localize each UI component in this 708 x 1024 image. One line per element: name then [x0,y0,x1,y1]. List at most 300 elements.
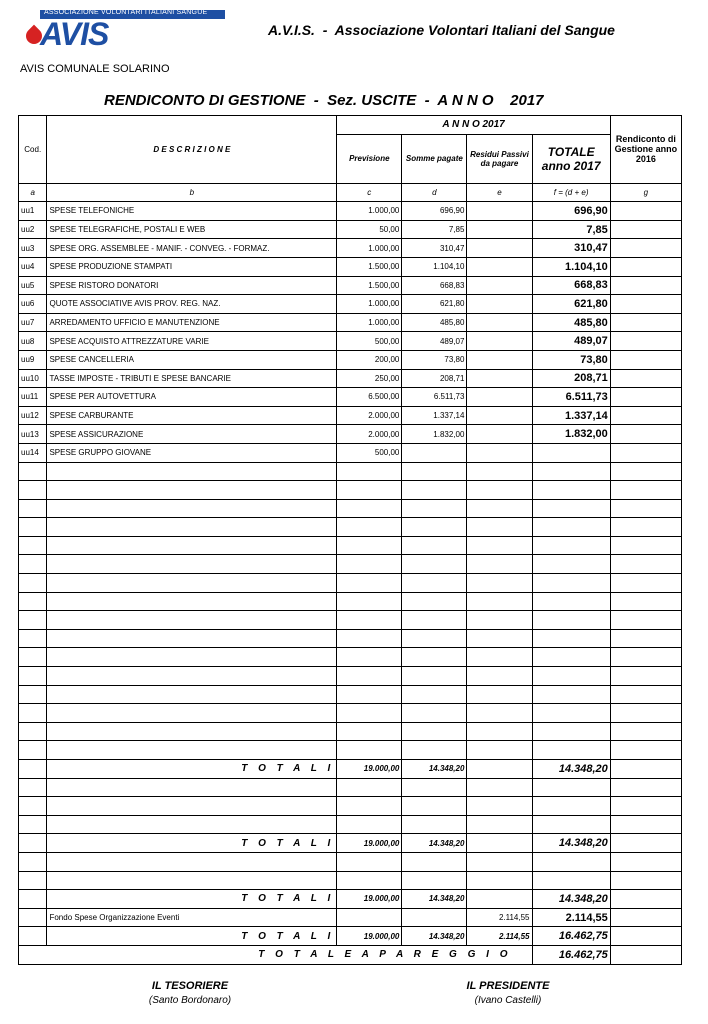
empty-cell [337,722,402,741]
totals-label: T O T A L I [47,927,337,946]
empty-cell [532,481,610,500]
empty-cell [337,629,402,648]
empty-cell [402,871,467,890]
cell-somme [402,908,467,927]
cell-totale: 6.511,73 [532,388,610,407]
cell-previsione: 1.000,00 [337,202,402,221]
empty-cell [19,815,47,834]
totals-residui [467,890,532,909]
empty-cell [402,815,467,834]
cell-rendiconto [610,239,681,258]
cell-desc: SPESE CARBURANTE [47,406,337,425]
empty-cell [47,518,337,537]
empty-cell [467,722,532,741]
cell-rendiconto [610,834,681,853]
empty-cell [610,536,681,555]
cell-rendiconto [610,927,681,946]
table-row [19,239,682,258]
empty-row [19,518,682,537]
cell-somme: 668,83 [402,276,467,295]
empty-row [19,797,682,816]
empty-cell [467,629,532,648]
cell-cod: uu10 [19,369,47,388]
cell-desc: QUOTE ASSOCIATIVE AVIS PROV. REG. NAZ. [47,295,337,314]
empty-cell [337,555,402,574]
empty-cell [610,852,681,871]
cell-previsione: 1.500,00 [337,276,402,295]
totals-somme: 14.348,20 [402,890,467,909]
table-row [19,443,682,462]
cell-rendiconto [610,202,681,221]
empty-cell [19,648,47,667]
cell-cod [19,890,47,909]
cell-somme: 1.104,10 [402,257,467,276]
empty-cell [47,629,337,648]
empty-cell [337,536,402,555]
empty-cell [532,741,610,760]
empty-cell [337,518,402,537]
cell-somme: 696,90 [402,202,467,221]
header-residui: Residui Passivi da pagare [467,134,532,183]
empty-cell [402,592,467,611]
empty-row [19,667,682,686]
cell-previsione: 200,00 [337,350,402,369]
empty-row [19,481,682,500]
cell-residui [467,239,532,258]
header-descrizione: D E S C R I Z I O N E [47,116,337,184]
empty-cell [467,574,532,593]
cell-totale: 696,90 [532,202,610,221]
cell-rendiconto [610,313,681,332]
empty-cell [532,518,610,537]
logo-banner-text: ASSOCIAZIONE VOLONTARI ITALIANI SANGUE [44,9,208,16]
table-row [19,313,682,332]
cell-cod: uu11 [19,388,47,407]
totals-totale: 14.348,20 [532,890,610,909]
cell-previsione: 2.000,00 [337,425,402,444]
tesoriere-name: (Santo Bordonaro) [148,995,232,1006]
tesoriere-signature [110,980,270,1006]
empty-cell [402,704,467,723]
empty-cell [19,778,47,797]
totals-label: T O T A L I [47,890,337,909]
empty-cell [467,852,532,871]
empty-cell [467,704,532,723]
empty-cell [47,648,337,667]
expenses-table [18,115,682,965]
totals-previsione: 19.000,00 [337,760,402,779]
empty-cell [532,704,610,723]
cell-totale: 1.832,00 [532,425,610,444]
cell-cod: uu6 [19,295,47,314]
empty-cell [467,871,532,890]
empty-cell [47,481,337,500]
header-anno: A N N O 2017 [337,116,611,135]
cell-rendiconto [610,406,681,425]
cell-desc: SPESE ASSICURAZIONE [47,425,337,444]
cell-residui [467,332,532,351]
cell-somme [402,443,467,462]
empty-cell [47,499,337,518]
cell-somme: 6.511,73 [402,388,467,407]
cell-desc: SPESE PRODUZIONE STAMPATI [47,257,337,276]
cell-cod: uu7 [19,313,47,332]
table-row [19,388,682,407]
cell-somme: 485,80 [402,313,467,332]
totals-previsione: 19.000,00 [337,927,402,946]
empty-cell [337,871,402,890]
cell-totale [532,443,610,462]
cell-residui [467,220,532,239]
cell-residui [467,313,532,332]
empty-cell [610,611,681,630]
cell-rendiconto [610,295,681,314]
empty-cell [47,536,337,555]
empty-cell [337,741,402,760]
empty-cell [47,667,337,686]
totals-previsione: 19.000,00 [337,834,402,853]
empty-row [19,648,682,667]
column-letter: g [610,183,681,202]
empty-cell [402,685,467,704]
empty-cell [402,536,467,555]
empty-cell [610,815,681,834]
cell-somme: 208,71 [402,369,467,388]
empty-cell [532,536,610,555]
empty-cell [532,871,610,890]
empty-cell [47,852,337,871]
cell-rendiconto [610,425,681,444]
empty-cell [610,685,681,704]
cell-rendiconto [610,276,681,295]
empty-cell [337,704,402,723]
table-row [19,350,682,369]
cell-totale: 621,80 [532,295,610,314]
empty-cell [19,741,47,760]
empty-cell [47,797,337,816]
empty-cell [402,611,467,630]
empty-cell [467,611,532,630]
totals-row [19,834,682,853]
cell-desc: SPESE ORG. ASSEMBLEE - MANIF. - CONVEG. - FORMAZ. [47,239,337,258]
totals-row [19,890,682,909]
totals-residui: 2.114,55 [467,927,532,946]
presidente-name: (Ivano Castelli) [474,995,542,1006]
table-row [19,295,682,314]
cell-residui [467,406,532,425]
cell-residui [467,369,532,388]
empty-row [19,462,682,481]
cell-somme: 489,07 [402,332,467,351]
empty-row [19,499,682,518]
cell-cod [19,927,47,946]
empty-cell [47,611,337,630]
empty-row [19,704,682,723]
cell-cod: uu5 [19,276,47,295]
empty-cell [47,871,337,890]
cell-residui [467,388,532,407]
cell-cod: uu1 [19,202,47,221]
empty-cell [467,499,532,518]
empty-cell [402,667,467,686]
empty-cell [467,667,532,686]
cell-previsione: 1.000,00 [337,239,402,258]
empty-cell [610,462,681,481]
empty-row [19,629,682,648]
logo-word: AVIS [40,16,109,52]
empty-cell [532,648,610,667]
empty-cell [19,555,47,574]
cell-rendiconto [610,908,681,927]
cell-previsione: 1.500,00 [337,257,402,276]
empty-row [19,871,682,890]
cell-previsione: 1.000,00 [337,295,402,314]
cell-somme: 1.337,14 [402,406,467,425]
cell-somme: 310,47 [402,239,467,258]
empty-cell [467,685,532,704]
cell-somme: 1.832,00 [402,425,467,444]
cell-cod [19,908,47,927]
empty-cell [532,667,610,686]
column-letter: c [337,183,402,202]
cell-previsione: 2.000,00 [337,406,402,425]
cell-previsione: 50,00 [337,220,402,239]
empty-cell [19,871,47,890]
empty-cell [467,815,532,834]
cell-residui [467,295,532,314]
empty-cell [337,499,402,518]
empty-cell [19,462,47,481]
empty-cell [467,518,532,537]
cell-totale: 485,80 [532,313,610,332]
cell-totale: 489,07 [532,332,610,351]
table-row [19,425,682,444]
fondo-totale: 2.114,55 [532,908,610,927]
empty-cell [402,574,467,593]
empty-cell [47,555,337,574]
cell-desc: SPESE CANCELLERIA [47,350,337,369]
cell-previsione: 1.000,00 [337,313,402,332]
empty-cell [402,741,467,760]
column-letter: f = (d + e) [532,183,610,202]
cell-cod [19,834,47,853]
empty-cell [532,685,610,704]
empty-cell [610,629,681,648]
empty-cell [532,574,610,593]
empty-cell [402,518,467,537]
empty-cell [337,685,402,704]
cell-totale: 1.337,14 [532,406,610,425]
empty-cell [467,555,532,574]
cell-cod: uu3 [19,239,47,258]
empty-cell [532,778,610,797]
empty-cell [532,815,610,834]
cell-rendiconto [610,945,681,964]
header-previsione: Previsione [337,134,402,183]
cell-somme: 7,85 [402,220,467,239]
cell-rendiconto [610,369,681,388]
cell-residui [467,257,532,276]
empty-cell [337,797,402,816]
cell-desc: SPESE TELEGRAFICHE, POSTALI E WEB [47,220,337,239]
empty-cell [19,852,47,871]
empty-cell [402,499,467,518]
empty-cell [19,518,47,537]
cell-totale: 668,83 [532,276,610,295]
empty-cell [19,592,47,611]
tesoriere-title: IL TESORIERE [151,980,229,992]
totals-somme: 14.348,20 [402,834,467,853]
cell-totale: 7,85 [532,220,610,239]
cell-cod: uu13 [19,425,47,444]
totals-row [19,760,682,779]
cell-somme: 621,80 [402,295,467,314]
cell-somme: 73,80 [402,350,467,369]
empty-cell [47,462,337,481]
fondo-desc: Fondo Spese Organizzazione Eventi [47,908,337,927]
section-name: AVIS COMUNALE SOLARINO [20,63,170,75]
cell-desc: ARREDAMENTO UFFICIO E MANUTENZIONE [47,313,337,332]
empty-row [19,574,682,593]
cell-desc: SPESE PER AUTOVETTURA [47,388,337,407]
pareggio-label: T O T A L E A P A R E G G I O [19,945,533,964]
empty-cell [47,741,337,760]
totals-somme: 14.348,20 [402,760,467,779]
report-title: RENDICONTO DI GESTIONE - Sez. USCITE - A N N O 2017 [104,92,544,109]
pareggio-row [19,945,682,964]
header-rendiconto: Rendiconto di Gestione anno 2016 [610,116,681,184]
empty-cell [337,481,402,500]
fondo-row [19,908,682,927]
cell-residui [467,443,532,462]
cell-cod: uu2 [19,220,47,239]
empty-cell [337,462,402,481]
cell-previsione [337,908,402,927]
empty-cell [402,797,467,816]
cell-rendiconto [610,388,681,407]
empty-cell [532,722,610,741]
empty-cell [337,852,402,871]
empty-cell [47,685,337,704]
empty-cell [337,778,402,797]
header-somme: Somme pagate [402,134,467,183]
column-letter: d [402,183,467,202]
cell-cod: uu9 [19,350,47,369]
totals-label: T O T A L I [47,760,337,779]
empty-cell [337,667,402,686]
cell-desc: TASSE IMPOSTE - TRIBUTI E SPESE BANCARIE [47,369,337,388]
empty-cell [610,667,681,686]
cell-rendiconto [610,350,681,369]
cell-previsione: 250,00 [337,369,402,388]
cell-totale: 208,71 [532,369,610,388]
cell-cod: uu12 [19,406,47,425]
empty-cell [402,778,467,797]
empty-cell [19,499,47,518]
empty-cell [47,592,337,611]
cell-previsione: 6.500,00 [337,388,402,407]
empty-row [19,852,682,871]
empty-cell [532,611,610,630]
cell-cod: uu8 [19,332,47,351]
empty-cell [467,778,532,797]
fondo-residui: 2.114,55 [467,908,532,927]
empty-cell [337,815,402,834]
empty-cell [19,481,47,500]
cell-desc: SPESE TELEFONICHE [47,202,337,221]
empty-row [19,778,682,797]
cell-residui [467,276,532,295]
empty-cell [337,611,402,630]
totals-residui [467,760,532,779]
cell-totale: 73,80 [532,350,610,369]
association-title: A.V.I.S. - Associazione Volontari Italiani del Sangue [268,22,615,38]
presidente-title: IL PRESIDENTE [466,980,550,992]
empty-row [19,592,682,611]
empty-cell [532,462,610,481]
empty-cell [532,797,610,816]
empty-cell [467,481,532,500]
empty-cell [467,592,532,611]
cell-residui [467,425,532,444]
empty-cell [402,462,467,481]
empty-cell [19,722,47,741]
empty-cell [467,536,532,555]
empty-cell [532,852,610,871]
empty-row [19,815,682,834]
empty-cell [19,629,47,648]
empty-cell [532,555,610,574]
empty-cell [19,704,47,723]
table-row [19,406,682,425]
empty-cell [47,722,337,741]
empty-row [19,685,682,704]
cell-rendiconto [610,332,681,351]
totals-somme: 14.348,20 [402,927,467,946]
table-row [19,369,682,388]
empty-cell [402,629,467,648]
empty-cell [47,704,337,723]
empty-row [19,611,682,630]
pareggio-value: 16.462,75 [532,945,610,964]
empty-cell [19,611,47,630]
cell-rendiconto [610,257,681,276]
empty-cell [337,592,402,611]
empty-cell [402,481,467,500]
empty-cell [610,871,681,890]
cell-rendiconto [610,443,681,462]
empty-cell [610,481,681,500]
totals-residui [467,834,532,853]
empty-cell [402,555,467,574]
cell-rendiconto [610,220,681,239]
empty-cell [19,536,47,555]
empty-cell [337,648,402,667]
empty-cell [610,518,681,537]
cell-residui [467,350,532,369]
empty-cell [337,574,402,593]
cell-previsione: 500,00 [337,443,402,462]
empty-cell [610,592,681,611]
totals-totale: 14.348,20 [532,760,610,779]
totals-label: T O T A L I [47,834,337,853]
cell-cod: uu4 [19,257,47,276]
cell-totale: 1.104,10 [532,257,610,276]
presidente-signature [428,980,588,1006]
empty-cell [532,499,610,518]
cell-desc: SPESE ACQUISTO ATTREZZATURE VARIE [47,332,337,351]
empty-cell [610,741,681,760]
